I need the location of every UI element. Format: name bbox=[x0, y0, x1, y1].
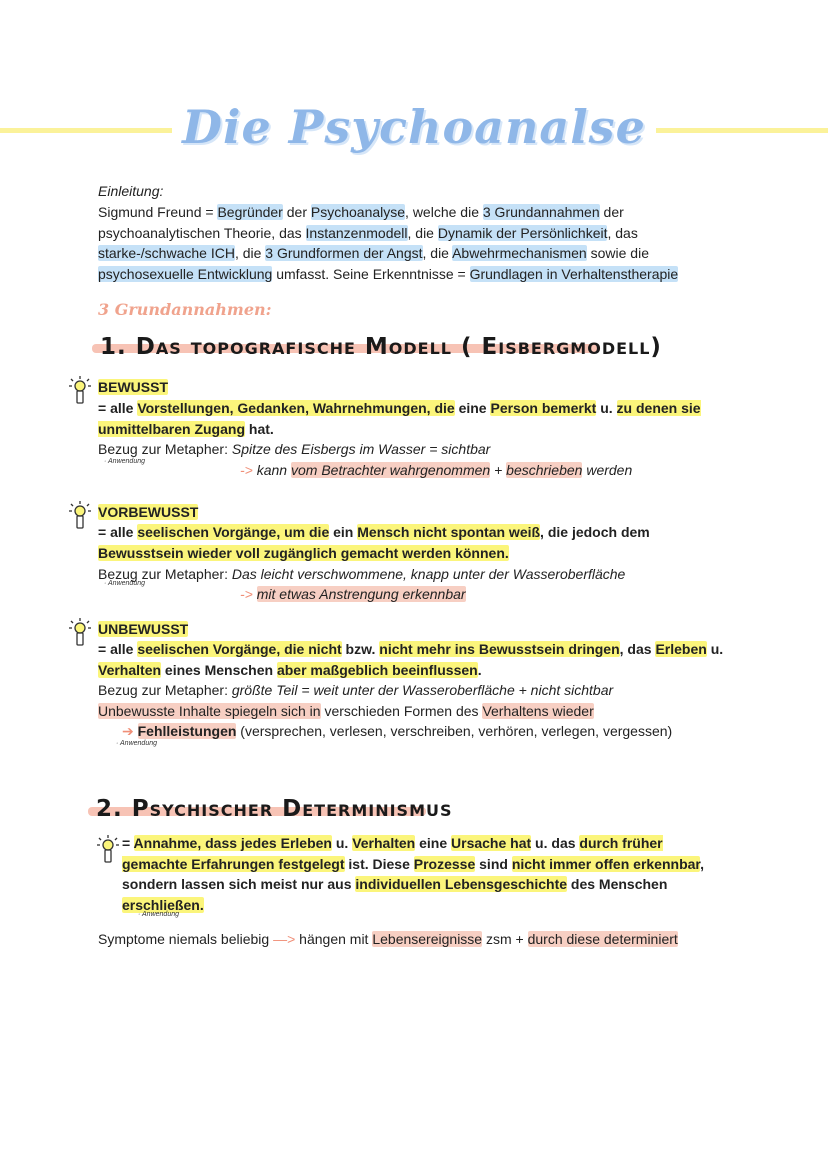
bewusst-metaphor: Bezug zur Metapher: Spitze des Eisbergs im Wasser = sichtbar bbox=[98, 441, 491, 457]
highlighted-text: aber maßgeblich beeinflussen bbox=[276, 661, 478, 678]
text-run: u. das bbox=[531, 835, 580, 851]
highlighted-text: erschließen. bbox=[122, 896, 204, 913]
highlighted-text: Ursache hat bbox=[451, 835, 532, 851]
text-run: werden bbox=[582, 462, 633, 478]
highlighted-text: zu denen sie unmittelbaren Zugang bbox=[98, 400, 701, 437]
text-run: bzw. bbox=[341, 641, 380, 657]
text-run: Sigmund Freund = bbox=[98, 204, 218, 220]
text-run: ist. Diese bbox=[344, 855, 414, 872]
highlighted-text: durch diese determiniert bbox=[527, 931, 678, 947]
text-run: sind bbox=[475, 855, 512, 872]
highlighted-text: Annahme, dass jedes Erleben bbox=[133, 835, 332, 851]
text-run: hängen mit bbox=[295, 931, 373, 947]
determinismus-definition bbox=[122, 833, 712, 915]
highlighted-text: Psychoanalyse bbox=[310, 204, 406, 220]
highlighted-text: nicht mehr ins Bewusstsein dringen bbox=[379, 641, 620, 657]
highlighted-text: Grundlagen in Verhaltenstherapie bbox=[469, 265, 679, 282]
highlighted-text: mit etwas Anstrengung erkennbar bbox=[256, 586, 466, 602]
subheading-grundannahmen: 3 Grundannahmen: bbox=[98, 300, 272, 319]
highlighted-text: starke-/schwache ICH bbox=[98, 245, 235, 261]
highlighted-text: vom Betrachter wahrgenommen bbox=[290, 462, 491, 478]
highlighted-text: 3 Grundformen der Angst bbox=[265, 245, 423, 261]
highlighted-text: Person bemerkt bbox=[490, 400, 597, 416]
highlighted-text: Verhaltens wieder bbox=[482, 703, 594, 719]
text-run: eine bbox=[454, 400, 491, 416]
text-run: , die bbox=[422, 245, 453, 261]
highlighted-text: Verhalten bbox=[352, 835, 416, 851]
text-run: = alle bbox=[98, 641, 138, 657]
unbewusst-metaphor: Bezug zur Metapher: größte Teil = weit unter der Wasseroberfläche + nicht sichtbar bbox=[98, 682, 614, 698]
highlighted-text: —> bbox=[273, 931, 296, 947]
highlighted-text: Mensch nicht spontan weiß bbox=[357, 524, 541, 540]
text-run: u. bbox=[706, 641, 724, 657]
bewusst-definition bbox=[98, 398, 738, 439]
highlighted-text: seelischen Vorgänge, die nicht bbox=[137, 641, 342, 657]
highlighted-text: Instanzenmodell bbox=[305, 224, 408, 241]
unbewusst-fehlleistungen: ➔ Fehlleistungen (versprechen, verlesen, verschreiben, verhören, verlegen, vergessen) bbox=[122, 723, 673, 739]
highlighted-text: Prozesse bbox=[413, 855, 476, 872]
symptom-line bbox=[98, 929, 678, 950]
text-run: sowie die bbox=[586, 245, 649, 261]
bewusst-anwendung: · Anwendung bbox=[104, 458, 145, 465]
text-run: , das bbox=[619, 641, 656, 657]
text-run: Symptome niemals beliebig bbox=[98, 931, 274, 947]
bewusst-line2: -> kann vom Betrachter wahrgenommen + beschrieben werden bbox=[240, 462, 633, 478]
bewusst-label: BEWUSST bbox=[98, 379, 168, 395]
vorbewusst-definition bbox=[98, 522, 698, 563]
unbewusst-anwendung: · Anwendung bbox=[116, 740, 157, 747]
text-run: kann bbox=[252, 462, 291, 478]
vorbewusst-label: VORBEWUSST bbox=[98, 504, 199, 520]
highlighted-text: seelischen Vorgänge, um die bbox=[137, 524, 330, 540]
highlighted-text: psychosexuelle Entwicklung bbox=[98, 265, 273, 282]
lightbulb-icon bbox=[96, 834, 120, 866]
text-run: hat. bbox=[245, 420, 274, 437]
vorbewusst-anwendung: · Anwendung bbox=[104, 580, 145, 587]
highlighted-text: individuellen Lebensgeschichte bbox=[355, 876, 568, 892]
intro-label: Einleitung: bbox=[98, 183, 164, 199]
text-run: eines Menschen bbox=[161, 661, 277, 678]
highlighted-text: Erleben bbox=[655, 641, 707, 657]
text-run: , die bbox=[234, 245, 266, 261]
text-run: , sondern lassen sich meist nur aus bbox=[122, 855, 704, 892]
unbewusst-line3 bbox=[98, 701, 594, 722]
highlighted-text: Unbewusste Inhalte spiegeln sich in bbox=[98, 703, 321, 719]
text-run: = alle bbox=[98, 400, 138, 416]
text-run: , die jedoch dem bbox=[540, 524, 650, 540]
text-run: = bbox=[122, 835, 134, 851]
text-run: der psychoanalytischen Theorie, das bbox=[98, 204, 624, 241]
text-run: der bbox=[282, 204, 311, 220]
intro-text bbox=[98, 202, 738, 284]
highlighted-text: Abwehrmechanismen bbox=[452, 245, 587, 261]
text-run: zsm + bbox=[482, 931, 528, 947]
text-run: verschieden Formen des bbox=[320, 703, 483, 719]
highlighted-text: 3 Grundannahmen bbox=[482, 204, 600, 220]
section1-heading: 1. Das topografische Modell ( Eisbergmodell) bbox=[100, 334, 662, 360]
vorbewusst-line2: -> mit etwas Anstrengung erkennbar bbox=[240, 586, 466, 602]
unbewusst-definition bbox=[98, 639, 738, 680]
text-run: , welche die bbox=[405, 204, 483, 220]
highlighted-text: durch früher gemachte Erfahrungen festgelegt bbox=[122, 835, 663, 872]
highlighted-text: Vorstellungen, Gedanken, Wahrnehmungen, die bbox=[137, 400, 455, 416]
text-run: u. bbox=[596, 400, 617, 416]
text-run: . bbox=[477, 661, 482, 678]
page-title: Die Psychoanalse bbox=[0, 100, 828, 154]
lightbulb-icon bbox=[68, 375, 92, 407]
text-run: des Menschen bbox=[567, 876, 668, 892]
text-run: , die bbox=[407, 224, 438, 241]
text-run: eine bbox=[415, 835, 452, 851]
highlighted-text: Dynamik der Persönlichkeit bbox=[437, 224, 608, 241]
highlighted-text: beschrieben bbox=[506, 462, 583, 478]
lightbulb-icon bbox=[68, 500, 92, 532]
text-run: , das bbox=[607, 224, 638, 241]
highlighted-text: Begründer bbox=[217, 204, 283, 220]
lightbulb-icon bbox=[68, 617, 92, 649]
determinismus-anwendung: · Anwendung bbox=[138, 911, 179, 918]
highlighted-text: Lebensereignisse bbox=[372, 931, 483, 947]
text-run: umfasst. Seine Erkenntnisse = bbox=[272, 265, 470, 282]
text-run: ein bbox=[329, 524, 358, 540]
vorbewusst-metaphor: Bezug zur Metapher: Das leicht verschwommene, knapp unter der Wasseroberfläche bbox=[98, 566, 626, 582]
section2-heading: 2. Psychischer Determinismus bbox=[96, 796, 453, 822]
highlighted-text: nicht immer offen erkennbar bbox=[511, 855, 701, 872]
unbewusst-label: UNBEWUSST bbox=[98, 621, 189, 637]
text-run: = alle bbox=[98, 524, 138, 540]
text-run: u. bbox=[331, 835, 353, 851]
highlighted-text: Verhalten bbox=[98, 661, 162, 678]
highlighted-text: Bewusstsein wieder voll zugänglich gemacht werden können. bbox=[98, 544, 509, 561]
text-run: + bbox=[490, 462, 507, 478]
